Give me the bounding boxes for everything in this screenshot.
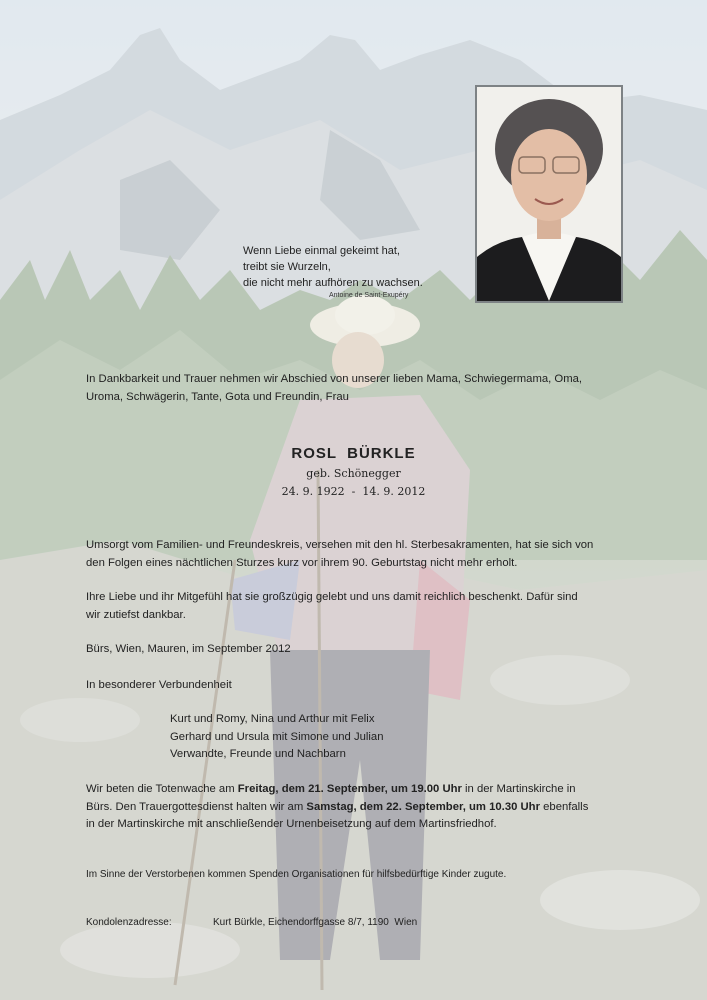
place-date: Bürs, Wien, Mauren, im September 2012 [86, 643, 291, 655]
maiden-name: geb. Schönegger [306, 467, 401, 480]
paragraph-line: Ihre Liebe und ihr Mitgefühl hat sie großzügig gelebt und uns damit reichlich beschenkt. Dafür sind [86, 591, 578, 603]
paragraph-circumstances [86, 537, 593, 572]
service-line: Bürs. Den Trauergottesdienst halten wir am Samstag, dem 22. September, um 10.30 Uhr ebenfalls [86, 800, 589, 813]
condolence-address: Kurt Bürkle, Eichendorffgasse 8/7, 1190 Wien [213, 917, 418, 928]
condolence-label: Kondolenzadresse: [86, 917, 172, 928]
intro-line: In Dankbarkeit und Trauer nehmen wir Abschied von unserer lieben Mama, Schwiegermama, Oma, [86, 373, 583, 385]
paragraph-line: wir zutiefst dankbar. [86, 608, 186, 621]
donations-note: Im Sinne der Verstorbenen kommen Spenden Organisationen für hilfsbedürftige Kinder zugute. [86, 869, 507, 880]
paragraph-gratitude [86, 589, 578, 624]
intro-text [86, 371, 582, 406]
mourner-line: Kurt und Romy, Nina und Arthur mit Felix [170, 713, 375, 725]
mourner-line: Gerhard und Ursula mit Simone und Julian [170, 730, 384, 743]
wake-date: Freitag, dem 21. September, um 19.00 Uhr [237, 783, 462, 795]
service-line: Wir beten die Totenwache am Freitag, dem 21. September, um 19.00 Uhr in der Martinskirche in [86, 783, 576, 795]
deceased-name: ROSL BÜRKLE [291, 445, 416, 462]
connection-line: In besonderer Verbundenheit [86, 679, 232, 691]
paragraph-line: Umsorgt vom Familien- und Freundeskreis, versehen mit den hl. Sterbesakramenten, hat sie sich von [86, 539, 594, 551]
intro-line: Uroma, Schwägerin, Tante, Gota und Freundin, Frau [86, 390, 349, 403]
service-info [86, 781, 588, 834]
service-line: in der Martinskirche mit anschließender Urnenbeisetzung auf dem Martinsfriedhof. [86, 818, 497, 830]
life-dates: 24. 9. 1922 - 14. 9. 2012 [281, 485, 426, 498]
quote-line: die nicht mehr aufhören zu wachsen. [243, 277, 423, 289]
epigraph-quote [243, 243, 423, 301]
funeral-date: Samstag, dem 22. September, um 10.30 Uhr [306, 800, 540, 813]
portrait-photo [475, 85, 623, 303]
paragraph-line: den Folgen eines nächtlichen Sturzes kurz vor ihrem 90. Geburtstag nicht mehr erholt. [86, 556, 518, 569]
mourner-line: Verwandte, Freunde und Nachbarn [170, 748, 346, 760]
mourners-list [170, 711, 384, 764]
quote-author: Antoine de Saint-Exupéry [329, 292, 409, 299]
quote-line: Wenn Liebe einmal gekeimt hat, [243, 245, 400, 257]
quote-line: treibt sie Wurzeln, [243, 261, 331, 273]
